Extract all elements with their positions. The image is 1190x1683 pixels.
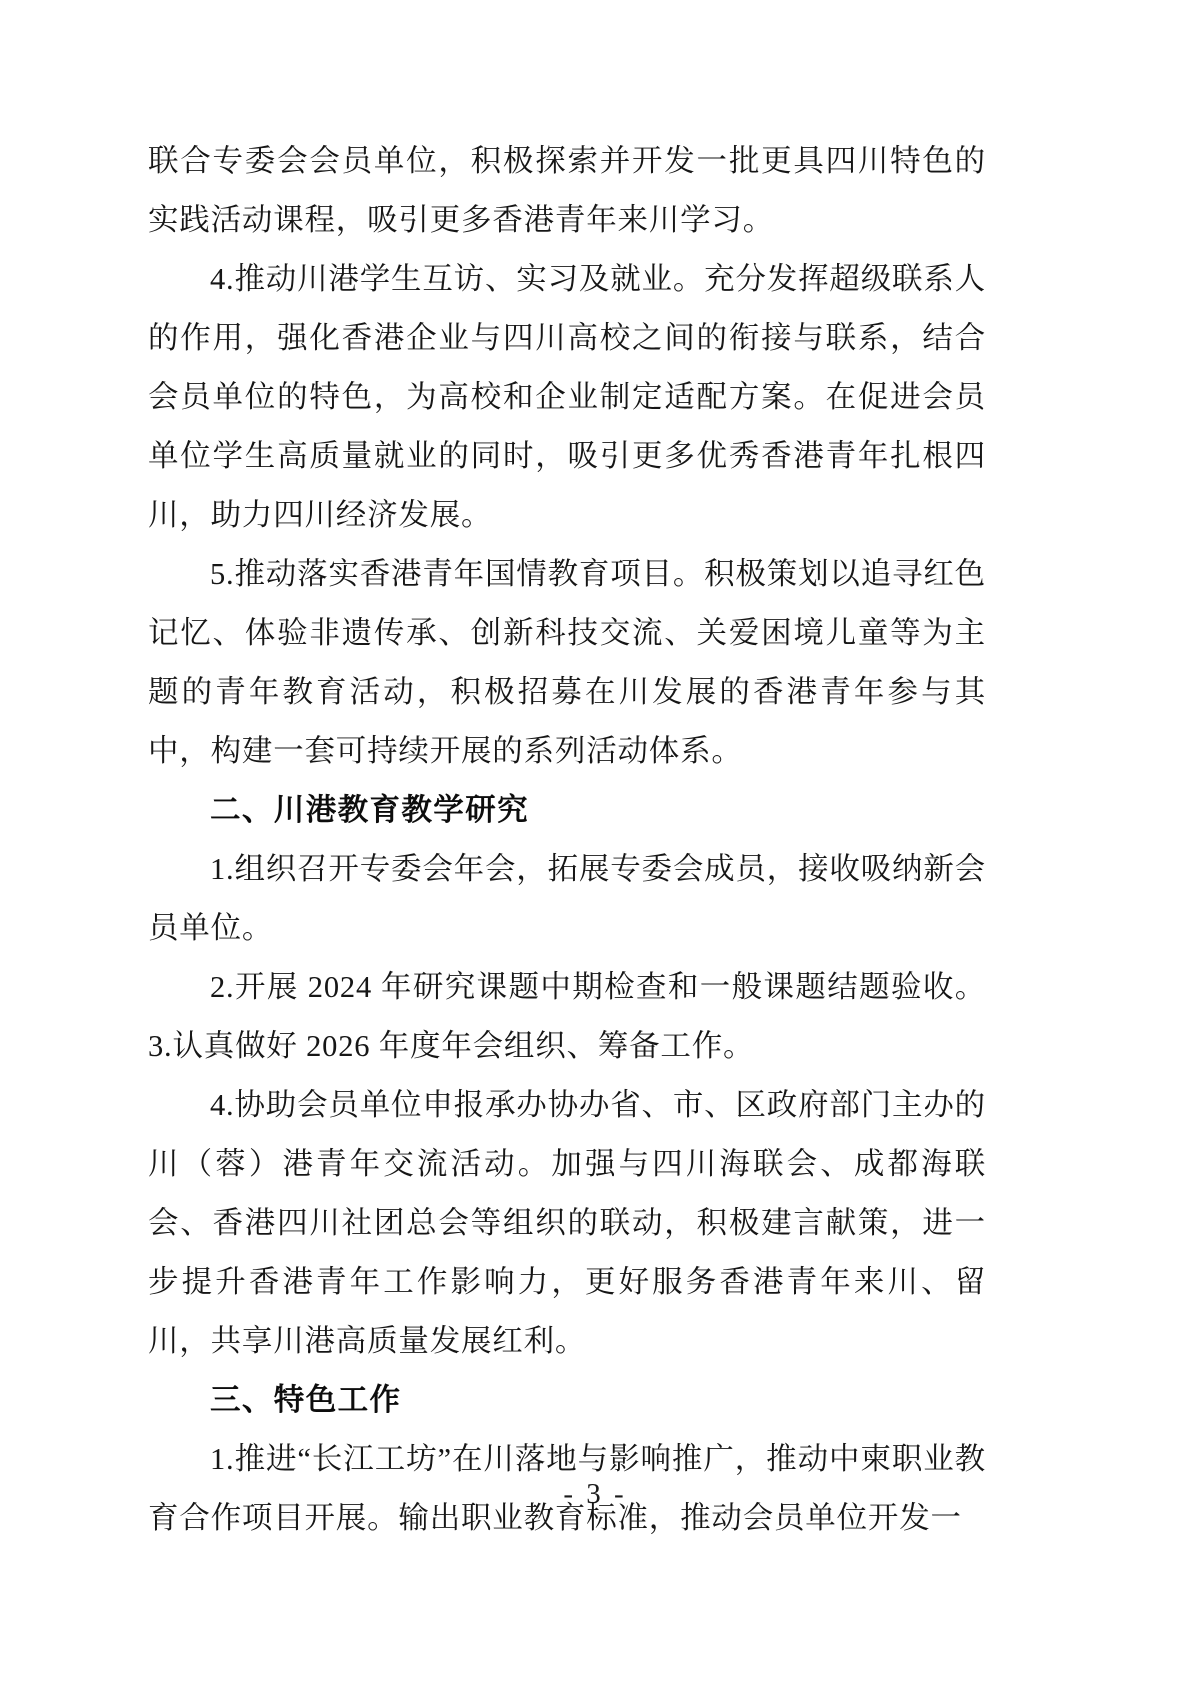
paragraph-continuation: 联合专委会会员单位，积极探索并开发一批更具四川特色的实践活动课程，吸引更多香港青年来川学习。 xyxy=(148,144,986,237)
section-heading-three: 三、特色工作 xyxy=(210,1383,402,1417)
paragraph-section2-item-2: 2.开展 2024 年研究课题中期检查和一般课题结题验收。3.认真做好 2026 年度年会组织、筹备工作。 xyxy=(148,970,986,1063)
paragraph-section2-item-1: 1.组织召开专委会年会，拓展专委会成员，接收吸纳新会员单位。 xyxy=(148,852,986,945)
paragraph-section3-item-1: 1.推进“长江工坊”在川落地与影响推广，推动中柬职业教育合作项目开展。输出职业教育标准，推动会员单位开发一 xyxy=(148,1442,986,1535)
paragraph-section2-item-4: 4.协助会员单位申报承办协办省、市、区政府部门主办的川（蓉）港青年交流活动。加强与四川海联会、成都海联会、香港四川社团总会等组织的联动，积极建言献策，进一步提升香港青年工作影响力，更好服务香港青年来川、留川，共享川港高质量发展红利。 xyxy=(148,1088,986,1358)
paragraph-item-5: 5.推动落实香港青年国情教育项目。积极策划以追寻红色记忆、体验非遗传承、创新科技交流、关爱困境儿童等为主题的青年教育活动，积极招募在川发展的香港青年参与其中，构建一套可持续开展的系列活动体系。 xyxy=(148,557,986,768)
section-heading-two: 二、川港教育教学研究 xyxy=(210,793,529,827)
paragraph-item-4: 4.推动川港学生互访、实习及就业。充分发挥超级联系人的作用，强化香港企业与四川高校之间的衔接与联系，结合会员单位的特色，为高校和企业制定适配方案。在促进会员单位学生高质量就业的同时，吸引更多优秀香港青年扎根四川，助力四川经济发展。 xyxy=(148,262,986,532)
document-body xyxy=(148,132,986,1548)
page-number: - 3 - xyxy=(563,1478,627,1510)
